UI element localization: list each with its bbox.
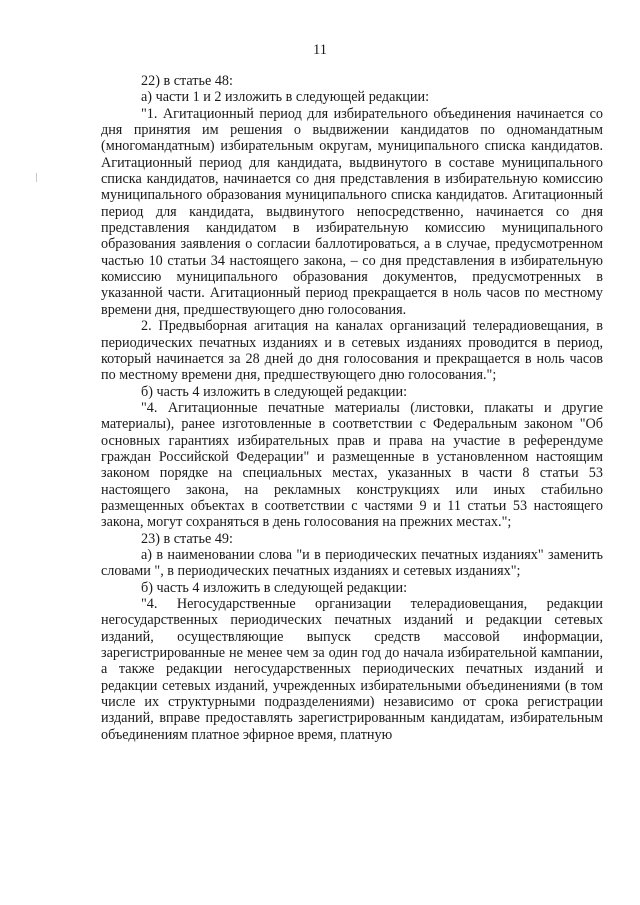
paragraph-article-22: 22) в статье 48:: [141, 73, 233, 89]
paragraph-part-1-text: "1. Агитационный период для избирательного объединения начинается со дня принятия им решения о выдвижении кандидатов по одномандатным (многомандатным) избирательным округам, муниципального списка кандидатов. Агитационный период для кандидата, выдвинутого в составе муниципального списка кандидатов, начинается со дня представления в избирательную комиссию муниципального образования муниципального списка кандидатов. Агитационный период для кандидата, выдвинутого непосредственно, начинается со дня представления кандидатом в избирательную комиссию муниципального образования заявления о согласии баллотироваться, а в случае, предусмотренном частью 10 статьи 34 настоящего закона, – со дня представления в избирательную комиссию муниципального образования документов, предусмотренных в указанной части. Агитационный период прекращается в ноль часов по местному времени дня, предшествующего дню голосования.: [101, 105, 603, 318]
paragraph-part-4-broadcasters: "4. Негосударственные организации телерадиовещания, редакции негосударственных периодических печатных изданий и редакции сетевых изданий, осуществляющие выпуск средств массовой информации, зарегистрированные не менее чем за один год до начала избирательной кампании, а также редакции негосударственных периодических печатных изданий и редакции сетевых изданий, учрежденных избирательными объединениями (в том числе их структурными подразделениями) независимо от срока регистрации изданий, вправе предоставлять зарегистрированным кандидатам, избирательным объединениям платное эфирное время, платную: [101, 596, 603, 743]
page-number: 11: [313, 42, 327, 58]
paragraph-item-b-part-4-second: б) часть 4 изложить в следующей редакции:: [141, 579, 408, 596]
paragraph-item-a-parts-1-2: а) части 1 и 2 изложить в следующей редакции:: [141, 89, 430, 106]
paragraph-item-a-title-change: а) в наименовании слова "и в периодических печатных изданиях" заменить словами ", в периодических печатных изданиях и сетевых изданиях";: [101, 546, 603, 580]
paragraph-part-4-text: "4. Агитационные печатные материалы (листовки, плакаты и другие материалы), ранее изготовленные в соответствии с Федеральным законом "Об основных гарантиях избирательных прав и права на участие в референдуме граждан Российской Федерации" и размещенные в установленном настоящим законом порядке на специальных местах, указанных в части 8 статьи 53 настоящего закона, на рекламных конструкциях или иных стабильно размещенных объектах в соответствии с частями 9 и 11 статьи 53 настоящего закона, могут сохраняться в день голосования на прежних местах.";: [101, 399, 603, 531]
scan-speck: [36, 173, 37, 182]
paragraph-part-2-text: 2. Предвыборная агитация на каналах организаций телерадиовещания, в периодических печатных изданиях и в сетевых изданиях проводится в период, который начинается за 28 дней до дня голосования и прекращается в ноль часов по местному времени дня, предшествующего дню голосования.";: [101, 318, 603, 384]
document-body: [101, 73, 603, 743]
paragraph-item-b-part-4: б) часть 4 изложить в следующей редакции:: [141, 383, 408, 400]
paragraph-article-23: 23) в статье 49:: [141, 530, 233, 547]
